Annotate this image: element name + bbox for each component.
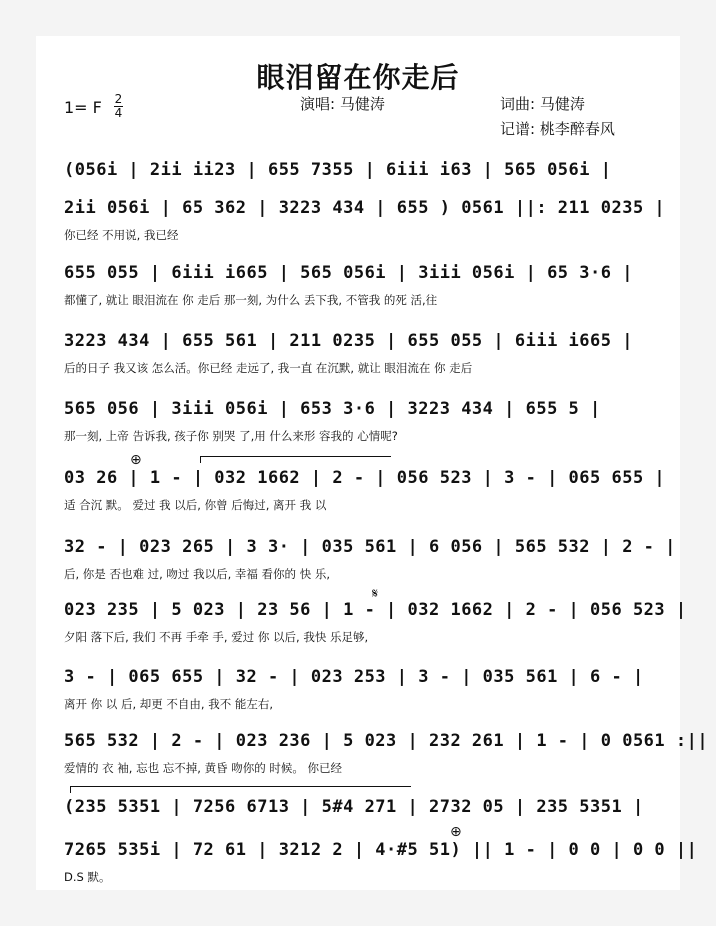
score-row-11 [64, 797, 654, 827]
lyrics-line: 都懂了, 就让 眼泪流在 你 走后 那一刻, 为什么 丢下我, 不管我 的死 活,往 [64, 293, 438, 307]
second-ending-bracket [70, 786, 411, 793]
score-row-8 [64, 600, 687, 644]
notation-line: 32 - | 023 265 | 3 3· | 035 561 | 6 056 | 565 532 | 2 - | [64, 537, 676, 557]
notation-line: 655 055 | 6iii i665 | 565 056i | 3iii 056i | 65 3·6 | [64, 263, 633, 283]
lyrics-line: 那一刻, 上帝 告诉我, 孩子你 别哭 了,用 什么来形 容我的 心情呢? [64, 429, 398, 443]
notation-line: 565 056 | 3iii 056i | 653 3·6 | 3223 434 | 655 5 | [64, 399, 601, 419]
notation-line: 2ii 056i | 65 362 | 3223 434 | 655 ) 0561 ||: 211 0235 | [64, 198, 666, 218]
lyrics-line: 离开 你 以 后, 却更 不自由, 我不 能左右, [64, 697, 274, 711]
score-row-9 [64, 667, 654, 711]
score-row-1 [64, 160, 654, 190]
lyrics-line: 夕阳 落下后, 我们 不再 手牵 手, 爱过 你 以后, 我快 乐足够, [64, 630, 369, 644]
score-row-4 [64, 331, 654, 375]
lyrics-line: 后的日子 我又该 怎么活。你已经 走远了, 我一直 在沉默, 就让 眼泪流在 你 走后 [64, 361, 473, 375]
time-signature [114, 93, 123, 120]
lyrics-line: 后, 你是 否也难 过, 吻过 我以后, 幸福 看你的 快 乐, [64, 567, 331, 581]
notation-line: (056i | 2ii ii23 | 655 7355 | 6iii i63 | 565 056i | [64, 160, 612, 180]
notation-line: 03 26 | 1 - | 032 1662 | 2 - | 056 523 | 3 - | 065 655 | [64, 468, 666, 488]
lyrics-line: D.S 默。 [64, 870, 111, 884]
coda-icon: ⊕ [130, 452, 142, 468]
score-row-7 [64, 537, 676, 581]
segno-icon: 𝄋 [372, 586, 379, 602]
score-row-12 [64, 840, 698, 884]
lyrics-line: 爱情的 衣 袖, 忘也 忘不掉, 黄昏 吻你的 时候。 你已经 [64, 761, 343, 775]
first-ending-bracket [200, 456, 391, 463]
notation-line: 023 235 | 5 023 | 23 56 | 1 - | 032 1662 | 2 - | 056 523 | [64, 600, 687, 620]
time-signature-bottom: 4 [114, 106, 123, 120]
transcriber-credit: 记谱: 桃李醉春风 [500, 120, 615, 138]
song-title: 眼泪留在你走后 [256, 61, 460, 94]
score-row-3 [64, 263, 654, 307]
singer-credit: 演唱: 马健涛 [300, 95, 385, 113]
coda-icon: ⊕ [450, 824, 462, 840]
time-signature-top: 2 [114, 92, 123, 106]
composer-credit: 词曲: 马健涛 [500, 95, 585, 113]
score-row-6 [64, 468, 666, 512]
notation-line: 3223 434 | 655 561 | 211 0235 | 655 055 | 6iii i665 | [64, 331, 633, 351]
score-row-10 [64, 731, 709, 775]
score-row-2 [64, 198, 666, 242]
score-row-5 [64, 399, 654, 443]
lyrics-line: 你已经 不用说, 我已经 [64, 228, 179, 242]
notation-line: 3 - | 065 655 | 32 - | 023 253 | 3 - | 035 561 | 6 - | [64, 667, 644, 687]
lyrics-line: 适 合沉 默。 爱过 我 以后, 你曾 后悔过, 离开 我 以 [64, 498, 327, 512]
key-signature: 1= F [64, 98, 102, 117]
notation-line: 565 532 | 2 - | 023 236 | 5 023 | 232 261 | 1 - | 0 0561 :|| [64, 731, 709, 751]
notation-line: (235 5351 | 7256 6713 | 5#4 271 | 2732 05 | 235 5351 | [64, 797, 644, 817]
notation-line: 7265 535i | 72 61 | 3212 2 | 4·#5 51) || 1 - | 0 0 | 0 0 || [64, 840, 698, 860]
